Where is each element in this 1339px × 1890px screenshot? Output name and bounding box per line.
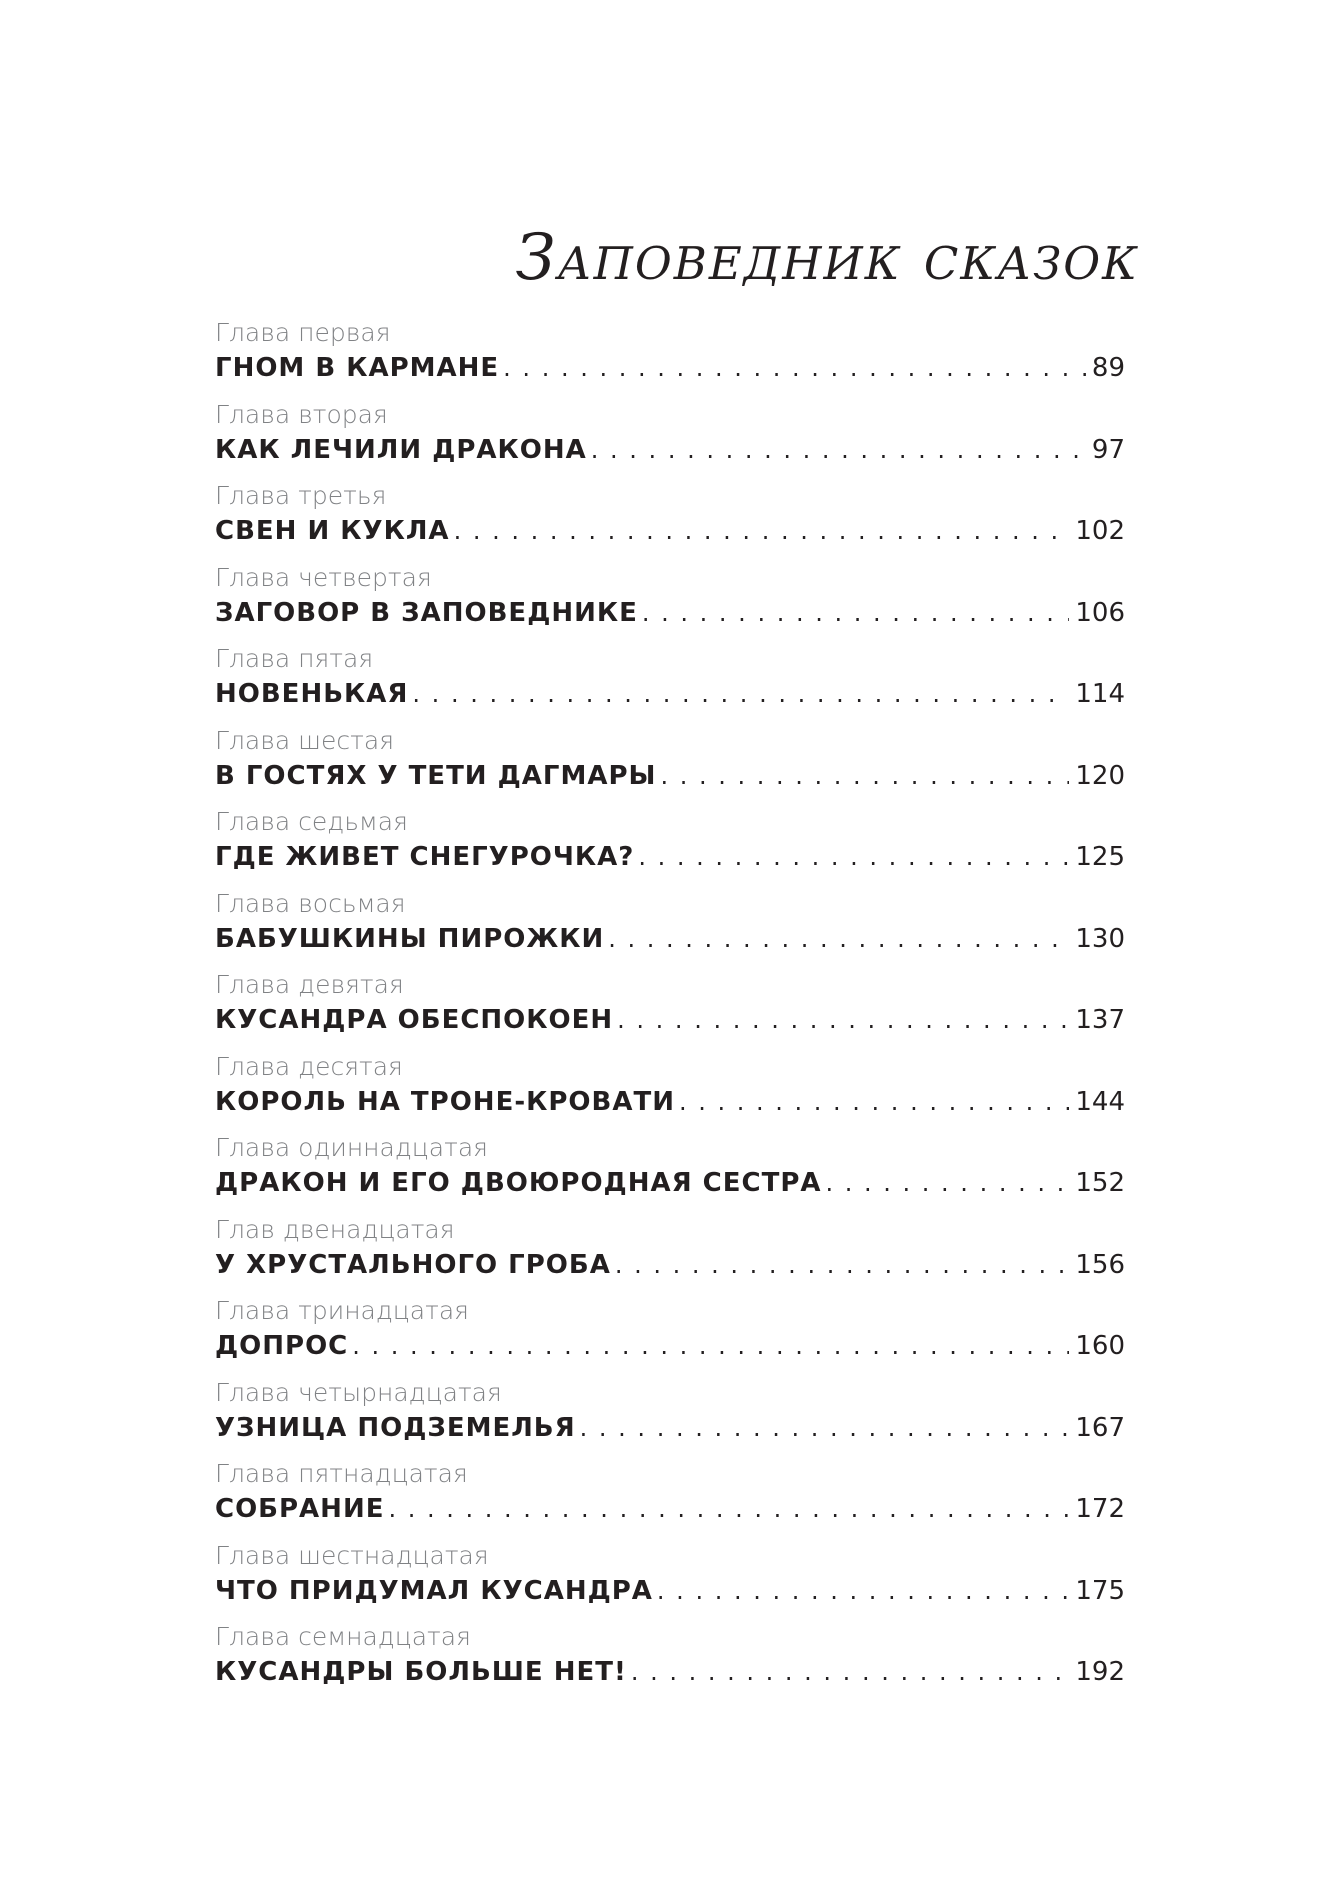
- chapter-title: У ХРУСТАЛЬНОГО ГРОБА: [215, 1249, 611, 1280]
- toc-line: [215, 1571, 1125, 1611]
- toc-entry: [215, 563, 1125, 645]
- page-number: 152: [1075, 1168, 1125, 1198]
- chapter-label: Глава десятая: [215, 1051, 403, 1081]
- chapter-label: Глава тринадцатая: [215, 1296, 469, 1325]
- page-number: 172: [1075, 1494, 1125, 1524]
- toc-entry: [215, 1459, 1125, 1541]
- chapter-label: Глава восьмая: [215, 888, 406, 918]
- dot-leader: [591, 430, 1086, 470]
- toc-line: [215, 837, 1125, 877]
- page-number: 144: [1075, 1086, 1125, 1117]
- toc-line: [215, 1652, 1125, 1692]
- toc-entry: [215, 644, 1125, 726]
- page-number: 160: [1075, 1331, 1125, 1361]
- toc-line: [215, 1489, 1125, 1529]
- toc-line: [215, 1326, 1125, 1366]
- chapter-title: В ГОСТЯХ У ТЕТИ ДАГМАРЫ: [215, 760, 657, 791]
- chapter-title: КУСАНДРЫ БОЛЬШЕ НЕТ!: [215, 1657, 627, 1687]
- toc-entry: [215, 1296, 1125, 1378]
- chapter-label: Глава вторая: [215, 399, 388, 429]
- toc-line: [215, 593, 1125, 633]
- dot-leader: [615, 1245, 1070, 1285]
- chapter-title: БАБУШКИНЫ ПИРОЖКИ: [215, 923, 605, 954]
- toc-entry: [215, 1622, 1125, 1704]
- toc-line: [215, 1408, 1125, 1448]
- chapter-title: КОРОЛЬ НА ТРОНЕ-КРОВАТИ: [215, 1086, 675, 1117]
- chapter-title: ГДЕ ЖИВЕТ СНЕГУРОЧКА?: [215, 842, 635, 872]
- chapter-label: Глава семнадцатая: [215, 1622, 471, 1651]
- toc-line: [215, 348, 1125, 388]
- chapter-title: КУСАНДРА ОБЕСПОКОЕН: [215, 1005, 614, 1035]
- dot-leader: [352, 1326, 1069, 1366]
- page-number: 137: [1075, 1005, 1125, 1035]
- chapter-title: ДРАКОН И ЕГО ДВОЮРОДНАЯ СЕСТРА: [215, 1168, 822, 1198]
- page-number: 167: [1075, 1412, 1125, 1443]
- toc-line: [215, 1163, 1125, 1203]
- chapter-label: Глава шестнадцатая: [215, 1540, 489, 1570]
- toc-entry: [215, 481, 1125, 563]
- toc-line: [215, 1000, 1125, 1040]
- toc-line: [215, 430, 1125, 470]
- page-number: 125: [1075, 842, 1125, 872]
- dot-leader: [657, 1571, 1069, 1611]
- chapter-label: Глава шестая: [215, 725, 395, 755]
- chapter-label: Глава одиннадцатая: [215, 1133, 488, 1162]
- chapter-label: Глав двенадцатая: [215, 1214, 455, 1244]
- page-number: 114: [1075, 679, 1125, 709]
- toc-entry: [215, 726, 1125, 808]
- chapter-title: ЧТО ПРИДУМАЛ КУСАНДРА: [215, 1575, 653, 1606]
- chapter-title: СОБРАНИЕ: [215, 1494, 385, 1524]
- chapter-title: ДОПРОС: [215, 1331, 349, 1361]
- dot-leader: [826, 1163, 1070, 1203]
- chapter-title: УЗНИЦА ПОДЗЕМЕЛЬЯ: [215, 1412, 576, 1443]
- chapter-label: Глава третья: [215, 481, 387, 510]
- chapter-title: НОВЕНЬКАЯ: [215, 679, 409, 709]
- dot-leader: [617, 1000, 1069, 1040]
- page-number: 156: [1075, 1249, 1125, 1280]
- dot-leader: [503, 348, 1086, 388]
- dot-leader: [454, 511, 1070, 551]
- page-number: 97: [1091, 434, 1125, 465]
- dot-leader: [642, 593, 1069, 633]
- toc-entry: [215, 318, 1125, 400]
- toc-entry: [215, 1052, 1125, 1134]
- dot-leader: [388, 1489, 1069, 1529]
- toc-entry: [215, 1378, 1125, 1460]
- page-number: 192: [1075, 1657, 1125, 1687]
- chapter-label: Глава четвертая: [215, 562, 432, 592]
- toc-line: [215, 674, 1125, 714]
- dot-leader: [679, 1082, 1069, 1122]
- toc-entry: [215, 1215, 1125, 1297]
- chapter-label: Глава девятая: [215, 970, 404, 999]
- page-number: 130: [1075, 923, 1125, 954]
- toc-line: [215, 756, 1125, 796]
- toc-entry: [215, 889, 1125, 971]
- dot-leader: [608, 919, 1069, 959]
- toc-entry: [215, 1541, 1125, 1623]
- toc-entry: [215, 807, 1125, 889]
- dot-leader: [631, 1652, 1070, 1692]
- toc-line: [215, 511, 1125, 551]
- dot-leader: [660, 756, 1069, 796]
- chapter-title: ЗАГОВОР В ЗАПОВЕДНИКЕ: [215, 597, 638, 628]
- chapter-title: КАК ЛЕЧИЛИ ДРАКОНА: [215, 434, 587, 465]
- table-of-contents: [215, 318, 1125, 1704]
- chapter-label: Глава пятнадцатая: [215, 1459, 468, 1488]
- chapter-title: ГНОМ В КАРМАНЕ: [215, 353, 500, 383]
- dot-leader: [412, 674, 1069, 714]
- page-number: 175: [1075, 1575, 1125, 1606]
- page-number: 102: [1075, 516, 1125, 546]
- toc-line: [215, 1245, 1125, 1285]
- chapter-label: Глава четырнадцатая: [215, 1377, 502, 1407]
- chapter-label: Глава седьмая: [215, 807, 408, 836]
- toc-entry: [215, 970, 1125, 1052]
- page-number: 120: [1075, 760, 1125, 791]
- section-title: Заповедник сказок: [515, 221, 1139, 295]
- toc-line: [215, 1082, 1125, 1122]
- page-number: 106: [1075, 597, 1125, 628]
- page-number: 89: [1091, 353, 1125, 383]
- toc-entry: [215, 1133, 1125, 1215]
- chapter-title: СВЕН И КУКЛА: [215, 516, 450, 546]
- dot-leader: [580, 1408, 1070, 1448]
- chapter-label: Глава первая: [215, 318, 391, 347]
- toc-entry: [215, 400, 1125, 482]
- chapter-label: Глава пятая: [215, 644, 374, 673]
- toc-line: [215, 919, 1125, 959]
- dot-leader: [638, 837, 1069, 877]
